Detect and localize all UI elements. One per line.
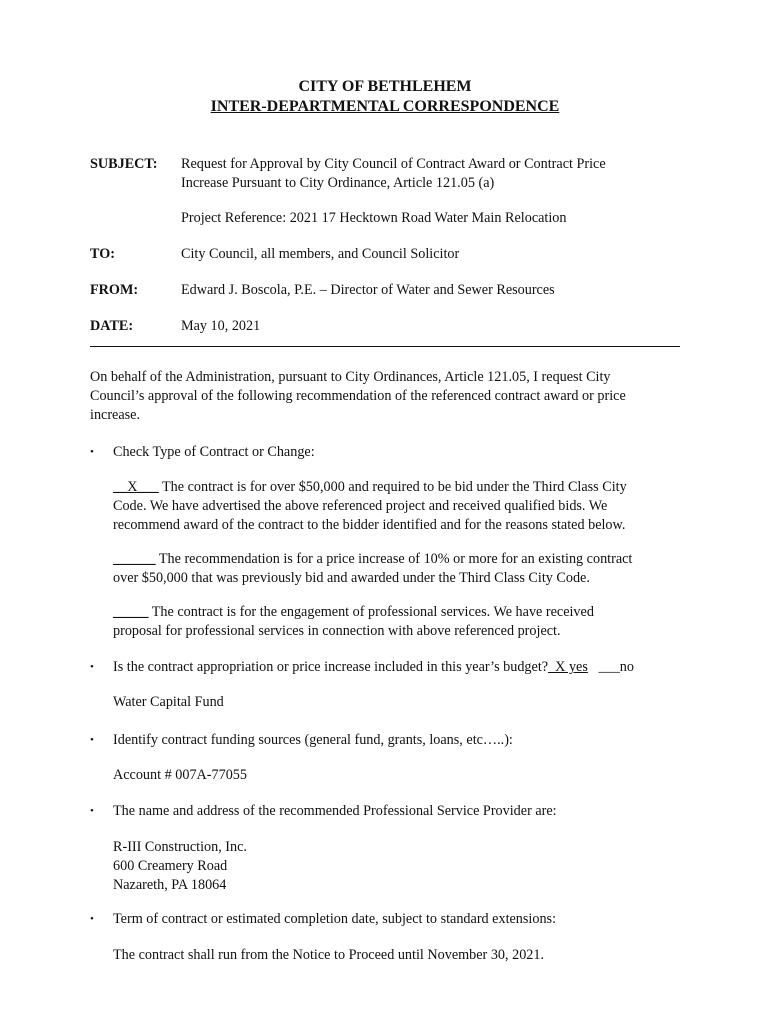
provider-city: Nazareth, PA 18064 (113, 877, 227, 893)
to-value: City Council, all members, and Council Solicitor (181, 246, 460, 262)
header-divider (90, 346, 680, 347)
bullet-icon: • (90, 446, 94, 458)
option-text: over $50,000 that was previously bid and awarded under the Third Class City Code. (113, 570, 590, 586)
budget-yes-mark: X yes (548, 659, 588, 675)
term-question: Term of contract or estimated completion date, subject to standard extensions: (113, 911, 557, 927)
correspondence-title: INTER-DEPARTMENTAL CORRESPONDENCE (210, 98, 560, 115)
option-text: recommend award of the contract to the bidder identified and for the reasons stated below. (113, 517, 626, 533)
provider-question: The name and address of the recommended Professional Service Provider are: (113, 803, 557, 819)
option-professional-services (113, 603, 693, 641)
to-label: TO: (90, 246, 115, 262)
option-bid-contract (113, 478, 693, 535)
funding-question: Identify contract funding sources (general fund, grants, loans, etc…..): (113, 732, 513, 748)
bullet-icon: • (90, 661, 94, 673)
subject-label: SUBJECT: (90, 156, 158, 172)
option-mark-blank: ______ (113, 551, 156, 567)
provider-street: 600 Creamery Road (113, 858, 228, 874)
from-value: Edward J. Boscola, P.E. – Director of Water and Sewer Resources (181, 282, 555, 298)
option-mark-checked: __X___ (113, 479, 159, 495)
from-label: FROM: (90, 282, 139, 298)
option-text: The contract is for the engagement of professional services. We have received (148, 604, 594, 620)
term-answer: The contract shall run from the Notice to Proceed until November 30, 2021. (113, 947, 545, 963)
subject-line-2: Increase Pursuant to City Ordinance, Article 121.05 (a) (181, 175, 495, 191)
option-text: proposal for professional services in connection with above referenced project. (113, 623, 561, 639)
intro-line: increase. (90, 407, 141, 423)
budget-no-label: no (619, 659, 634, 675)
intro-paragraph (90, 368, 680, 425)
intro-line: Council’s approval of the following recommendation of the referenced contract award or price (90, 388, 626, 404)
provider-name: R-III Construction, Inc. (113, 839, 247, 855)
account-number: Account # 007A-77055 (113, 767, 247, 783)
date-label: DATE: (90, 318, 134, 334)
option-text: Code. We have advertised the above referenced project and received qualified bids. We (113, 498, 608, 514)
option-text: The recommendation is for a price increase of 10% or more for an existing contract (155, 551, 633, 567)
project-reference: Project Reference: 2021 17 Hecktown Road Water Main Relocation (181, 210, 567, 226)
budget-question (113, 658, 634, 677)
option-mark-blank: _____ (113, 604, 149, 620)
option-price-increase (113, 550, 693, 588)
bullet-icon: • (90, 734, 94, 746)
budget-fund: Water Capital Fund (113, 694, 224, 710)
subject-line-1: Request for Approval by City Council of Contract Award or Contract Price (181, 156, 606, 172)
city-title: CITY OF BETHLEHEM (298, 78, 472, 95)
provider-address (113, 838, 247, 895)
date-value: May 10, 2021 (181, 318, 261, 334)
option-text: The contract is for over $50,000 and required to be bid under the Third Class City (158, 479, 627, 495)
check-type-label: Check Type of Contract or Change: (113, 444, 315, 460)
bullet-icon: • (90, 913, 94, 925)
budget-question-text: Is the contract appropriation or price increase included in this year’s budget? (113, 659, 549, 675)
intro-line: On behalf of the Administration, pursuant to City Ordinances, Article 121.05, I request City (90, 369, 611, 385)
bullet-icon: • (90, 805, 94, 817)
budget-no-blank: ___ (598, 659, 620, 675)
